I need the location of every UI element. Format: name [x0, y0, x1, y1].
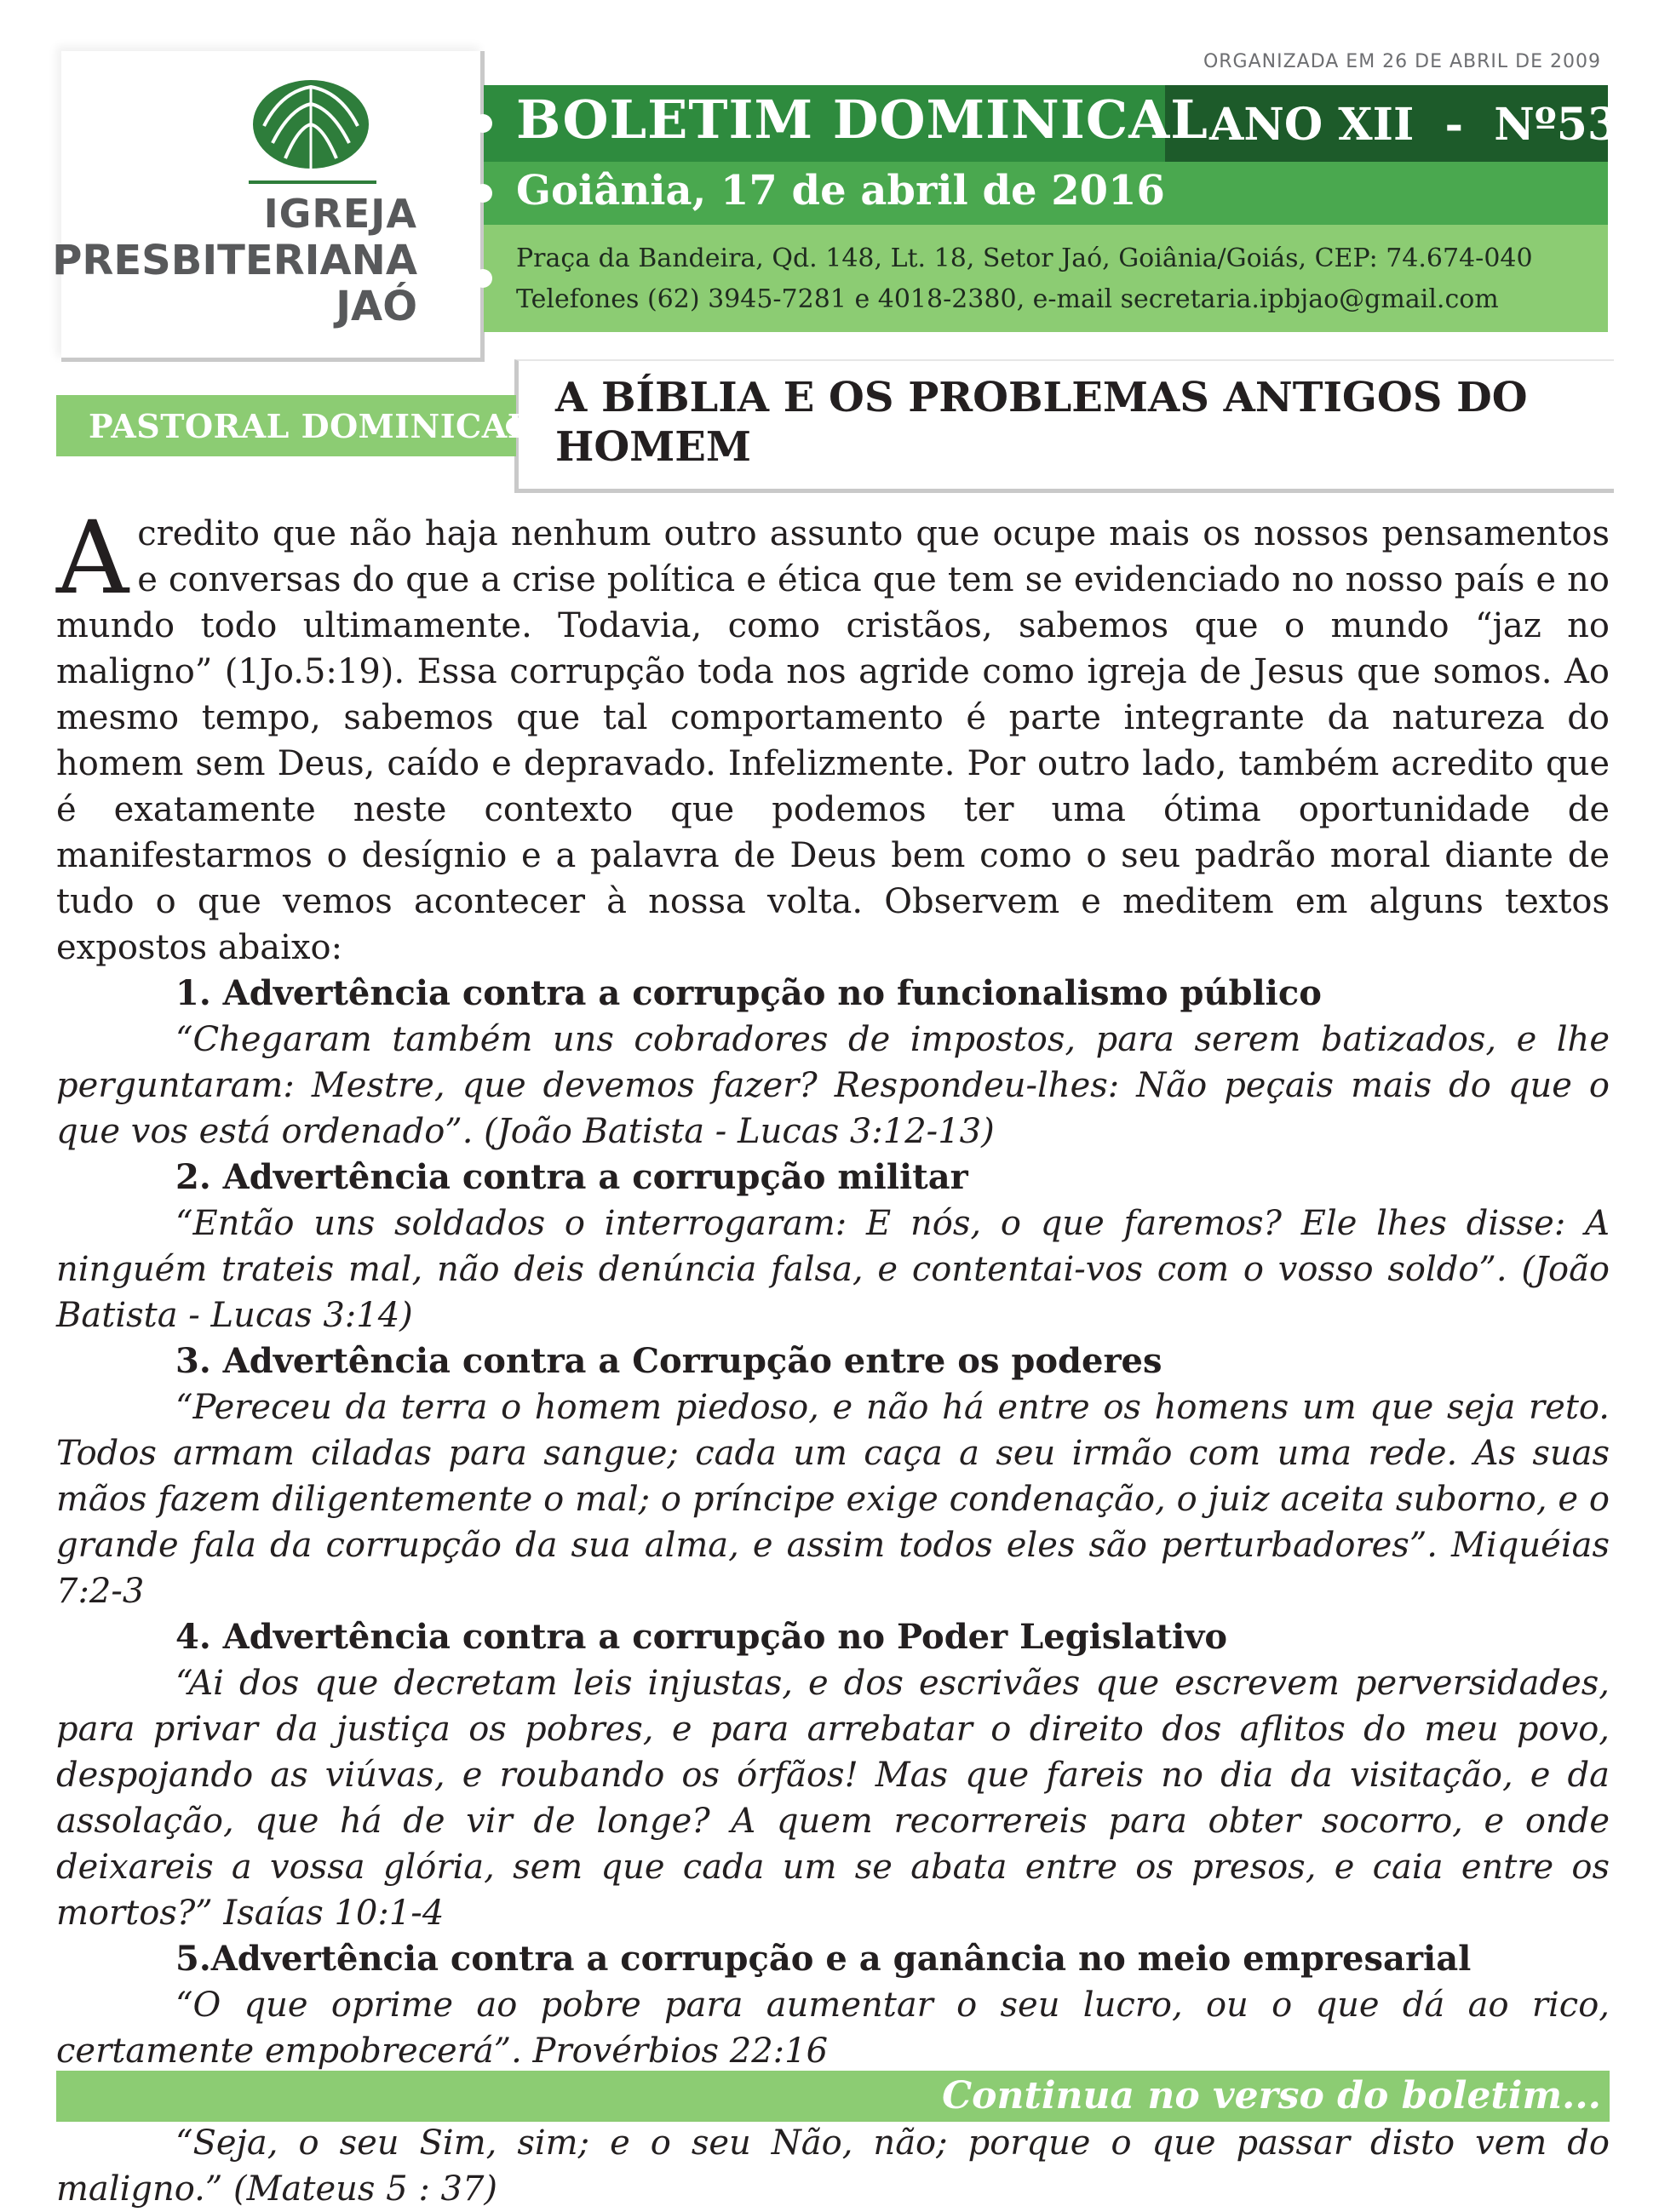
bullet-dot-icon [474, 184, 492, 203]
logo-text-jao: JAÓ [336, 283, 417, 330]
pastoral-label: PASTORAL DOMINICAL [89, 407, 531, 445]
bullet-dot-icon [474, 114, 492, 133]
section-heading: 5.Advertência contra a corrupção e a ganância no meio empresarial [175, 1939, 1472, 1979]
logo-divider [249, 181, 376, 184]
bulletin-date: Goiânia, 17 de abril de 2016 [516, 167, 1165, 215]
logo-text-igreja: IGREJA [263, 191, 417, 237]
section-heading: 2. Advertência contra a corrupção militar [175, 1157, 968, 1197]
bullet-dot-icon [474, 269, 492, 288]
issue-number: ANO XII - Nº539 [1209, 99, 1650, 151]
church-address: Praça da Bandeira, Qd. 148, Lt. 18, Setor Jaó, Goiânia/Goiás, CEP: 74.674-040 [516, 244, 1533, 273]
organized-date: ORGANIZADA EM 26 DE ABRIL DE 2009 [1203, 51, 1601, 72]
logo-text-presbiteriana: PRESBITERIANA [52, 237, 417, 284]
section-heading: 1. Advertência contra a corrupção no funcionalismo público [175, 973, 1322, 1013]
section-quote: “Chegaram também uns cobradores de impostos, para serem batizados, e lhe perguntaram: Mestre, que devemos fazer? Respondeu-lhes: Não peçais mais do que o que vos está ordenado”. (João Batista - Lucas 3:12-13) [56, 1020, 1610, 1151]
section-heading: 4. Advertência contra a corrupção no Poder Legislativo [175, 1617, 1228, 1657]
section-quote: “Pereceu da terra o homem piedoso, e não há entre os homens um que seja reto. Todos armam ciladas para sangue; cada um caça a seu irmão com uma rede. As suas mãos fazem diligentemente o mal; o príncipe exige condenação, o juiz aceita suborno, e o grande fala da corrupção da sua alma, e assim todos eles são perturbadores”. Miquéias 7:2-3 [56, 1388, 1610, 1611]
section-quote: “O que oprime ao pobre para aumentar o seu lucro, ou o que dá ao rico, certamente empobrecerá”. Provérbios 22:16 [56, 1986, 1610, 2071]
tree-emblem-icon [247, 75, 375, 177]
church-contact: Telefones (62) 3945-7281 e 4018-2380, e-mail secretaria.ipbjao@gmail.com [516, 284, 1499, 314]
article-body [56, 499, 1610, 2212]
address-bar [484, 225, 1608, 332]
continue-note: Continua no verso do boletim... [942, 2074, 1601, 2117]
section-quote: “Ai dos que decretam leis injustas, e dos escrivães que escrevem perversidades, para privar da justiça os pobres, e para arrebatar o direito dos aflitos do meu povo, despojando as viúvas, e roubando os órfãos! Mas que fareis no dia da visitação, e da assolação, que há de vir de longe? A quem recorrereis para obter socorro, e onde deixareis a vossa glória, sem que cada um se abata entre os presos, e caia entre os mortos?” Isaías 10:1-4 [56, 1664, 1610, 1933]
article-intro: Acredito que não haja nenhum outro assunto que ocupe mais os nossos pensamentos e conversas do que a crise política e ética que tem se evidenciado no nosso país e no mundo todo ultimamente. Todavia, como cristãos, sabemos que o mundo “jaz no maligno” (1Jo.5:19). Essa corrupção toda nos agride como igreja de Jesus que somos. Ao mesmo tempo, sabemos que tal comportamento é parte integrante da natureza do homem sem Deus, caído e depravado. Infelizmente. Por outro lado, também acredito que é exatamente neste contexto que podemos ter uma ótima oportunidade de manifestarmos o desígnio e a palavra de Deus bem como o seu padrão moral diante de tudo o que vemos acontecer à nossa volta. Observem e meditem em alguns textos expostos abaixo: [56, 499, 1610, 967]
section-heading: 3. Advertência contra a Corrupção entre os poderes [175, 1341, 1162, 1381]
article-title: A BÍBLIA E OS PROBLEMAS ANTIGOS DO HOMEM [555, 374, 1528, 471]
section-quote: “Seja, o seu Sim, sim; e o seu Não, não; porque o que passar disto vem do maligno.” (Mateus 5 : 37) [56, 2123, 1610, 2209]
bulletin-title: BOLETIM DOMINICAL [516, 89, 1208, 151]
section-quote: “Então uns soldados o interrogaram: E nós, o que faremos? Ele lhes disse: A ninguém trateis mal, não deis denúncia falsa, e contentai-vos com o vosso soldo”. (João Batista - Lucas 3:14) [56, 1204, 1610, 1335]
